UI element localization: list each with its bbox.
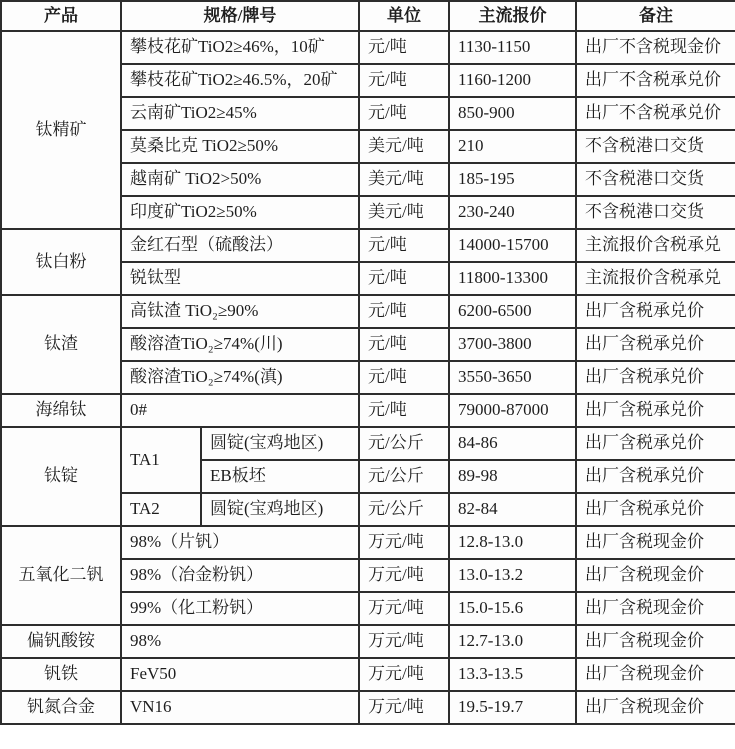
product-cell: 钛锭 <box>1 427 121 526</box>
product-cell: 五氧化二钒 <box>1 526 121 625</box>
spec-cell: 锐钛型 <box>121 262 359 295</box>
price-cell: 185-195 <box>449 163 576 196</box>
table-row <box>1 658 735 691</box>
note-cell: 出厂含税现金价 <box>576 526 735 559</box>
unit-cell: 元/吨 <box>359 394 449 427</box>
unit-cell: 元/吨 <box>359 97 449 130</box>
spec-cell: 印度矿TiO2≥50% <box>121 196 359 229</box>
price-cell: 13.3-13.5 <box>449 658 576 691</box>
column-header-product: 产品 <box>1 1 121 31</box>
unit-cell: 元/公斤 <box>359 493 449 526</box>
unit-cell: 万元/吨 <box>359 691 449 724</box>
spec-cell: 圆锭(宝鸡地区) <box>201 427 359 460</box>
price-cell: 89-98 <box>449 460 576 493</box>
spec-cell: 99%（化工粉钒） <box>121 592 359 625</box>
table-row <box>1 229 735 262</box>
price-cell: 82-84 <box>449 493 576 526</box>
note-cell: 出厂不含税承兑价 <box>576 64 735 97</box>
price-cell: 1130-1150 <box>449 31 576 64</box>
product-cell: 偏钒酸铵 <box>1 625 121 658</box>
unit-cell: 万元/吨 <box>359 625 449 658</box>
spec-cell: 圆锭(宝鸡地区) <box>201 493 359 526</box>
spec-cell: 酸溶渣TiO₂≥74%(滇) <box>121 361 359 394</box>
product-cell: 钒铁 <box>1 658 121 691</box>
note-cell: 出厂含税承兑价 <box>576 328 735 361</box>
product-cell: 钒氮合金 <box>1 691 121 724</box>
column-header-price: 主流报价 <box>449 1 576 31</box>
note-cell: 不含税港口交货 <box>576 196 735 229</box>
spec-cell: 越南矿 TiO2>50% <box>121 163 359 196</box>
unit-cell: 元/吨 <box>359 262 449 295</box>
column-header-unit: 单位 <box>359 1 449 31</box>
note-cell: 主流报价含税承兑 <box>576 262 735 295</box>
note-cell: 出厂含税现金价 <box>576 691 735 724</box>
table-header <box>1 1 735 31</box>
price-cell: 11800-13300 <box>449 262 576 295</box>
unit-cell: 元/吨 <box>359 361 449 394</box>
unit-cell: 万元/吨 <box>359 658 449 691</box>
price-cell: 210 <box>449 130 576 163</box>
note-cell: 主流报价含税承兑 <box>576 229 735 262</box>
spec-cell: 98%（片钒） <box>121 526 359 559</box>
spec-cell: 98%（冶金粉钒） <box>121 559 359 592</box>
price-cell: 3550-3650 <box>449 361 576 394</box>
column-header-note: 备注 <box>576 1 735 31</box>
note-cell: 出厂不含税现金价 <box>576 31 735 64</box>
price-cell: 230-240 <box>449 196 576 229</box>
brand-cell: TA2 <box>121 493 201 526</box>
spec-cell: 0# <box>121 394 359 427</box>
unit-cell: 元/公斤 <box>359 427 449 460</box>
product-cell: 钛渣 <box>1 295 121 394</box>
note-cell: 出厂含税承兑价 <box>576 394 735 427</box>
spec-cell: 金红石型（硫酸法） <box>121 229 359 262</box>
product-cell: 钛精矿 <box>1 31 121 229</box>
table-row <box>1 31 735 64</box>
unit-cell: 万元/吨 <box>359 526 449 559</box>
spec-cell: FeV50 <box>121 658 359 691</box>
table-body <box>1 31 735 724</box>
header-row <box>1 1 735 31</box>
unit-cell: 元/吨 <box>359 328 449 361</box>
unit-cell: 万元/吨 <box>359 559 449 592</box>
unit-cell: 美元/吨 <box>359 196 449 229</box>
price-cell: 12.7-13.0 <box>449 625 576 658</box>
price-cell: 6200-6500 <box>449 295 576 328</box>
note-cell: 出厂含税承兑价 <box>576 493 735 526</box>
spec-cell: 酸溶渣TiO₂≥74%(川) <box>121 328 359 361</box>
spec-cell: 攀枝花矿TiO2≥46%，10矿 <box>121 31 359 64</box>
product-cell: 海绵钛 <box>1 394 121 427</box>
note-cell: 不含税港口交货 <box>576 130 735 163</box>
table-row <box>1 295 735 328</box>
note-cell: 不含税港口交货 <box>576 163 735 196</box>
note-cell: 出厂含税现金价 <box>576 592 735 625</box>
table-row <box>1 691 735 724</box>
brand-cell: TA1 <box>121 427 201 493</box>
product-cell: 钛白粉 <box>1 229 121 295</box>
table-row <box>1 427 735 460</box>
price-cell: 15.0-15.6 <box>449 592 576 625</box>
price-cell: 19.5-19.7 <box>449 691 576 724</box>
price-cell: 79000-87000 <box>449 394 576 427</box>
column-header-spec: 规格/牌号 <box>121 1 359 31</box>
price-cell: 13.0-13.2 <box>449 559 576 592</box>
table-row <box>1 394 735 427</box>
note-cell: 出厂含税现金价 <box>576 625 735 658</box>
price-cell: 14000-15700 <box>449 229 576 262</box>
spec-cell: EB板坯 <box>201 460 359 493</box>
spec-cell: 高钛渣 TiO₂≥90% <box>121 295 359 328</box>
price-cell: 850-900 <box>449 97 576 130</box>
price-cell: 3700-3800 <box>449 328 576 361</box>
unit-cell: 美元/吨 <box>359 130 449 163</box>
note-cell: 出厂含税现金价 <box>576 559 735 592</box>
spec-cell: 莫桑比克 TiO2≥50% <box>121 130 359 163</box>
unit-cell: 元/吨 <box>359 31 449 64</box>
unit-cell: 元/吨 <box>359 295 449 328</box>
price-cell: 84-86 <box>449 427 576 460</box>
note-cell: 出厂含税承兑价 <box>576 361 735 394</box>
price-cell: 1160-1200 <box>449 64 576 97</box>
spec-cell: 攀枝花矿TiO2≥46.5%，20矿 <box>121 64 359 97</box>
note-cell: 出厂含税现金价 <box>576 658 735 691</box>
note-cell: 出厂含税承兑价 <box>576 295 735 328</box>
note-cell: 出厂含税承兑价 <box>576 427 735 460</box>
unit-cell: 元/吨 <box>359 64 449 97</box>
note-cell: 出厂含税承兑价 <box>576 460 735 493</box>
unit-cell: 美元/吨 <box>359 163 449 196</box>
unit-cell: 万元/吨 <box>359 592 449 625</box>
table-row <box>1 526 735 559</box>
table-row <box>1 625 735 658</box>
spec-cell: VN16 <box>121 691 359 724</box>
spec-cell: 98% <box>121 625 359 658</box>
price-cell: 12.8-13.0 <box>449 526 576 559</box>
unit-cell: 元/吨 <box>359 229 449 262</box>
note-cell: 出厂不含税承兑价 <box>576 97 735 130</box>
spec-cell: 云南矿TiO2≥45% <box>121 97 359 130</box>
unit-cell: 元/公斤 <box>359 460 449 493</box>
